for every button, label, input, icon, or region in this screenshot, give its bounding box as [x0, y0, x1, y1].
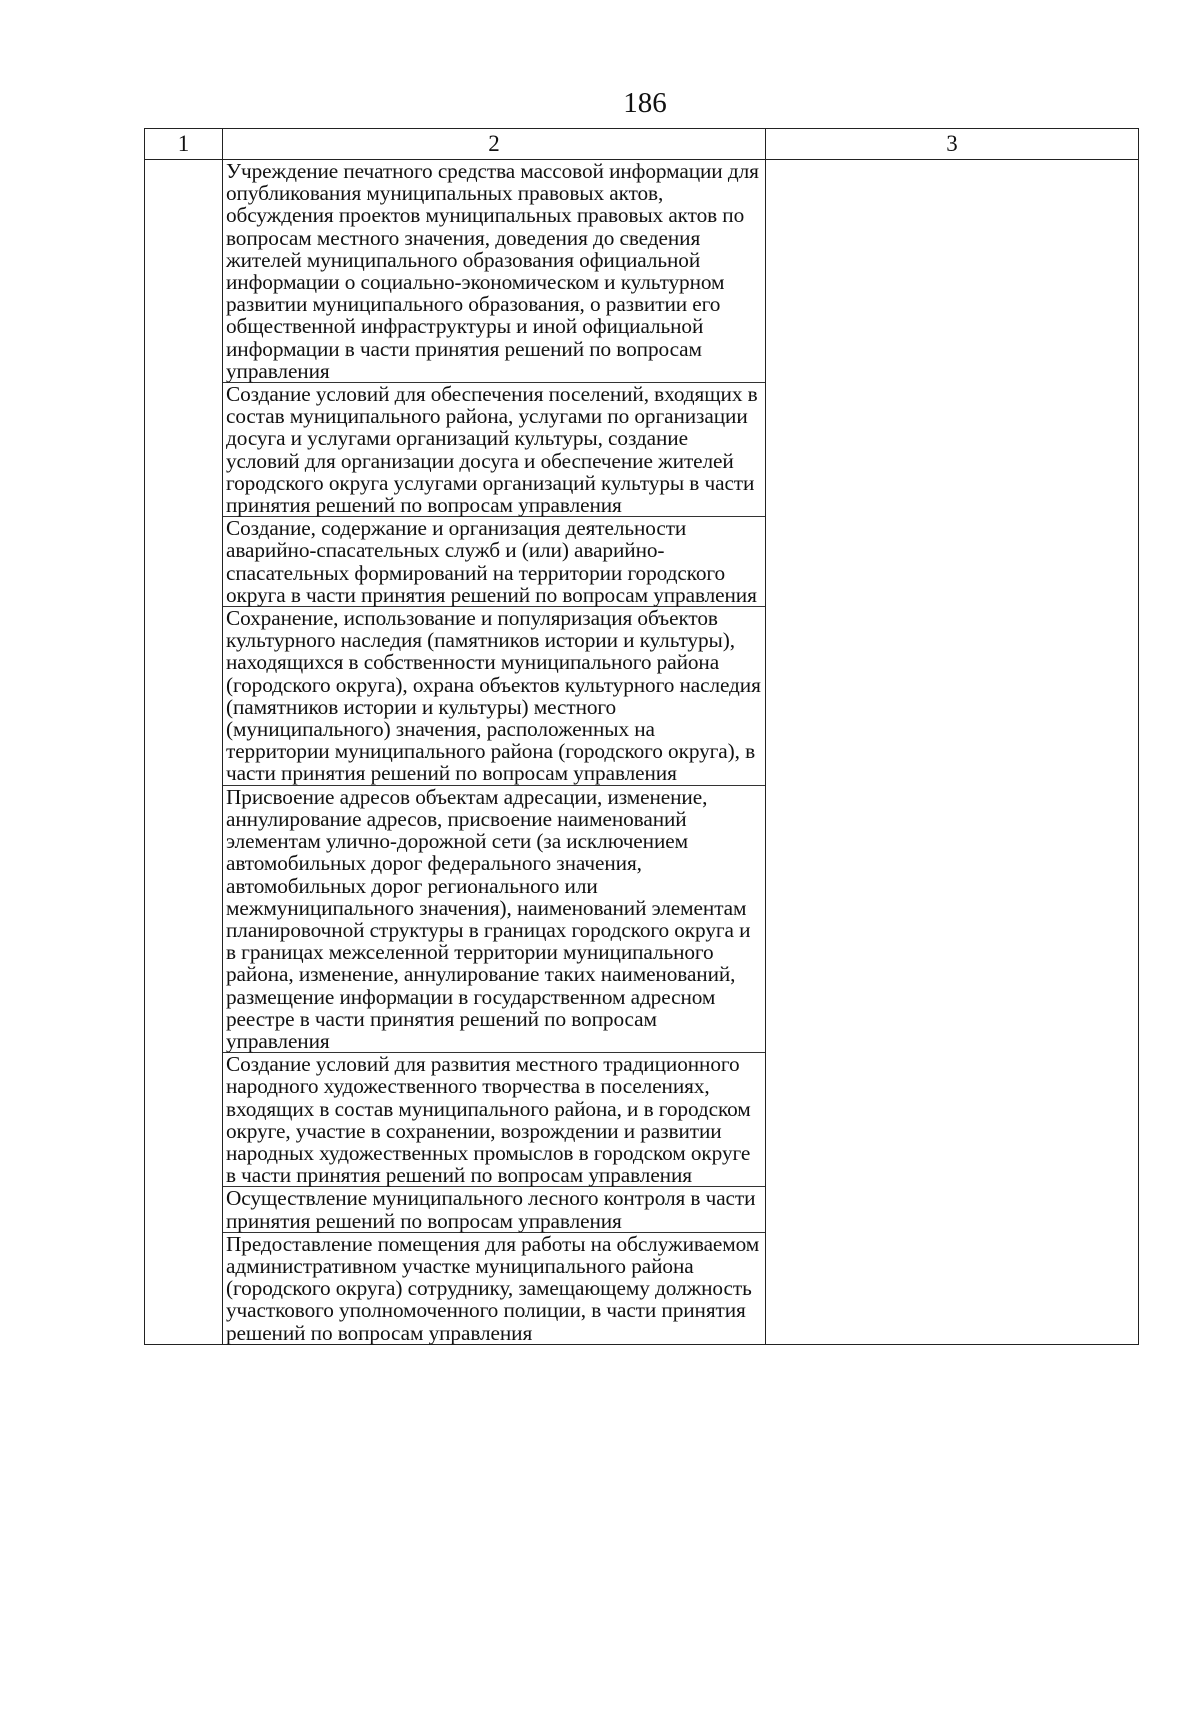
entry-item: Создание, содержание и организация деятельности аварийно-спасательных служб и (или) аварийно-спасательных формирований на территории городского округа в части принятия решений по вопросам управления: [223, 517, 765, 607]
entry-item: Осуществление муниципального лесного контроля в части принятия решений по вопросам управления: [223, 1187, 765, 1232]
entry-item: Сохранение, использование и популяризация объектов культурного наследия (памятников истории и культуры), находящихся в собственности муниципального района (городского округа), охрана объектов культурного наследия (памятников истории и культуры) местного (муниципального) значения, расположенных на территории муниципального района (городского округа), в части принятия решений по вопросам управления: [223, 607, 765, 786]
column-header-1: 1: [145, 129, 223, 160]
table-body-row: [145, 160, 1139, 1345]
column-1-cell: [145, 160, 223, 1345]
document-table: [144, 128, 1139, 1345]
table-header-row: [145, 129, 1139, 160]
entry-item: Создание условий для обеспечения поселений, входящих в состав муниципального района, услугами по организации досуга и услугами организаций культуры, создание условий для организации досуга и обеспечение жителей городского округа услугами организаций культуры в части принятия решений по вопросам управления: [223, 383, 765, 517]
entry-item: Создание условий для развития местного традиционного народного художественного творчества в поселениях, входящих в состав муниципального района, и в городском округе, участие в сохранении, возрождении и развитии народных художественных промыслов в городском округе в части принятия решений по вопросам управления: [223, 1053, 765, 1187]
entry-item: Учреждение печатного средства массовой информации для опубликования муниципальных правовых актов, обсуждения проектов муниципальных правовых актов по вопросам местного значения, доведения до сведения жителей муниципального образования официальной информации о социально-экономическом и культурном развитии муниципального образования, о развитии его общественной инфраструктуры и иной официальной информации в части принятия решений по вопросам управления: [223, 160, 765, 383]
entry-item: Предоставление помещения для работы на обслуживаемом административном участке муниципального района (городского округа) сотруднику, замещающему должность участкового уполномоченного полиции, в части принятия решений по вопросам управления: [226, 1231, 760, 1345]
column-3-cell: [766, 160, 1139, 1345]
page-number: 186: [623, 87, 667, 119]
entry-list: [223, 160, 765, 1344]
column-header-2: 2: [223, 129, 766, 160]
column-2-cell: [223, 160, 766, 1345]
column-header-3: 3: [766, 129, 1139, 160]
entry-item: Присвоение адресов объектам адресации, изменение, аннулирование адресов, присвоение наименований элементам улично-дорожной сети (за исключением автомобильных дорог федерального значения, автомобильных дорог регионального или межмуниципального значения), наименований элементам планировочной структуры в границах городского округа и в границах межселенной территории муниципального района, изменение, аннулирование таких наименований, размещение информации в государственном адресном реестре в части принятия решений по вопросам управления: [223, 786, 765, 1053]
